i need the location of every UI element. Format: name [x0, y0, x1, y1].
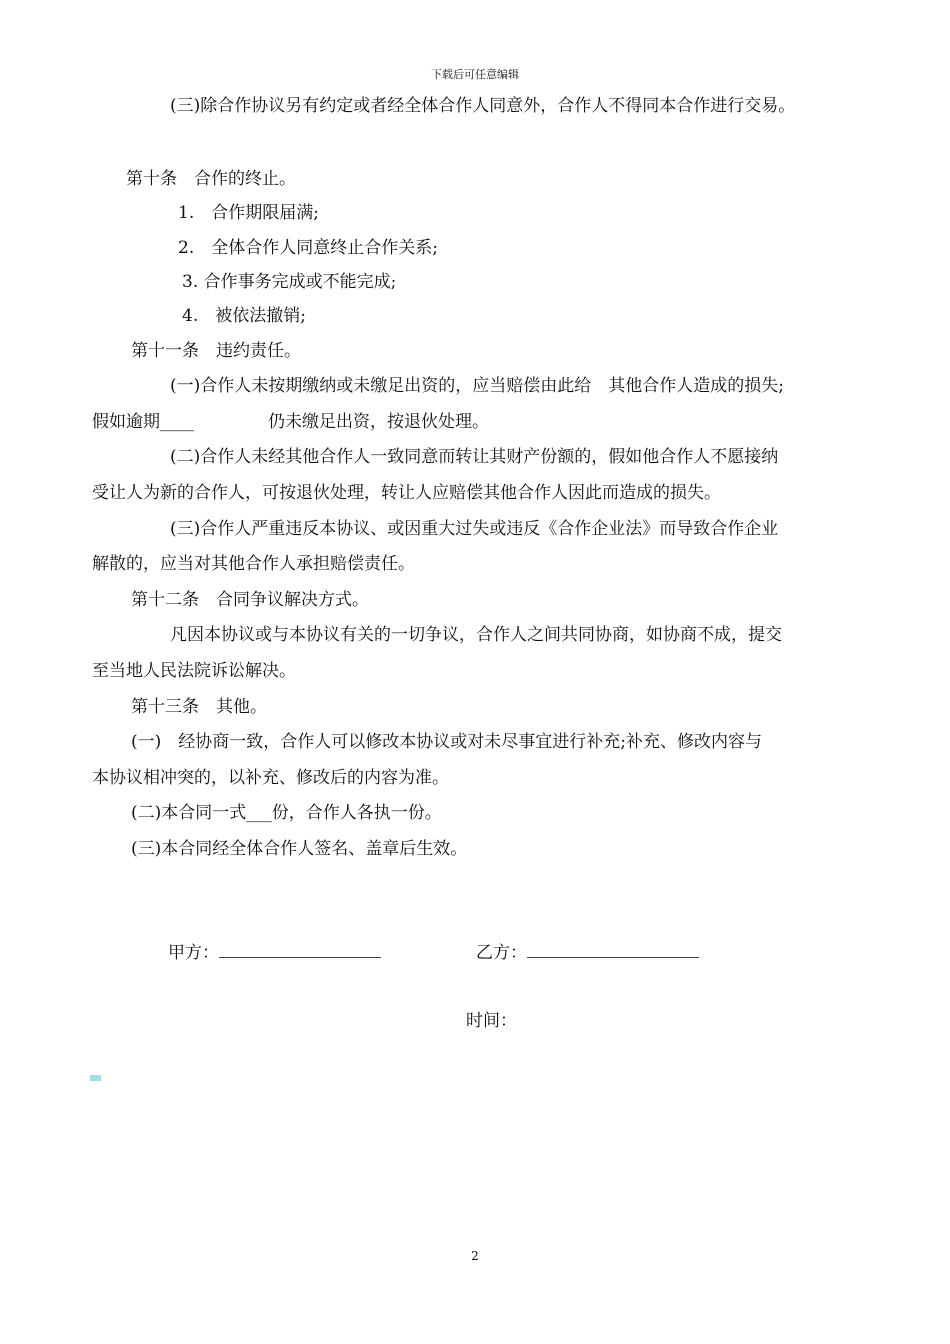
highlight-marker: [90, 1075, 101, 1081]
article-12-para-cont: 至当地人民法院诉讼解决。: [92, 661, 296, 681]
page-number: 2: [471, 1249, 479, 1263]
article-10-item-3: 3. 合作事务完成或不能完成;: [182, 272, 397, 292]
party-a-signature-line[interactable]: [219, 941, 381, 958]
article-13-item-2: (二)本合同一式___份，合作人各执一份。: [131, 803, 442, 823]
party-a-signature: [168, 941, 381, 964]
article-12-title: 第十二条 合同争议解决方式。: [131, 590, 369, 610]
party-b-label: 乙方：: [476, 943, 527, 963]
article-12-para: 凡因本协议或与本协议有关的一切争议，合作人之间共同协商，如协商不成，提交: [170, 625, 782, 645]
article-11-title: 第十一条 违约责任。: [131, 341, 301, 361]
article-11-para-2: (二)合作人未经其他合作人一致同意而转让其财产份额的，假如他合作人不愿接纳: [170, 447, 779, 467]
clause-9-item-3: (三)除合作协议另有约定或者经全体合作人同意外，合作人不得同本合作进行交易。: [170, 96, 796, 116]
party-b-signature: [476, 941, 699, 964]
article-13-title: 第十三条 其他。: [131, 697, 267, 717]
article-13-item-1-cont: 本协议相冲突的，以补充、修改后的内容为准。: [92, 768, 449, 788]
article-11-para-3-cont: 解散的，应当对其他合作人承担赔偿责任。: [92, 554, 415, 574]
article-10-item-1: 1. 合作期限届满;: [178, 203, 319, 223]
article-10-title: 第十条 合作的终止。: [126, 169, 296, 189]
party-b-signature-line[interactable]: [527, 941, 699, 958]
party-a-label: 甲方：: [168, 943, 219, 963]
article-11-para-1-cont-a: 假如逾期____: [92, 412, 194, 432]
article-11-para-3: (三)合作人严重违反本协议、或因重大过失或违反《合作企业法》而导致合作企业: [170, 519, 779, 539]
page-header: 下载后可任意编辑: [431, 68, 519, 81]
article-10-item-2: 2. 全体合作人同意终止合作关系;: [178, 238, 438, 258]
article-11-para-2-cont: 受让人为新的合作人，可按退伙处理，转让人应赔偿其他合作人因此而造成的损失。: [92, 483, 721, 503]
article-13-item-3: (三)本合同经全体合作人签名、盖章后生效。: [131, 839, 468, 859]
article-11-para-1-cont-b: 仍未缴足出资，按退伙处理。: [268, 412, 489, 432]
article-11-para-1: (一)合作人未按期缴纳或未缴足出资的，应当赔偿由此给 其他合作人造成的损失;: [170, 376, 784, 396]
signature-time-label: 时间：: [466, 1011, 517, 1031]
article-10-item-4: 4. 被依法撤销;: [182, 306, 306, 326]
article-13-item-1: (一) 经协商一致，合作人可以修改本协议或对未尽事宜进行补充;补充、修改内容与: [131, 732, 762, 752]
